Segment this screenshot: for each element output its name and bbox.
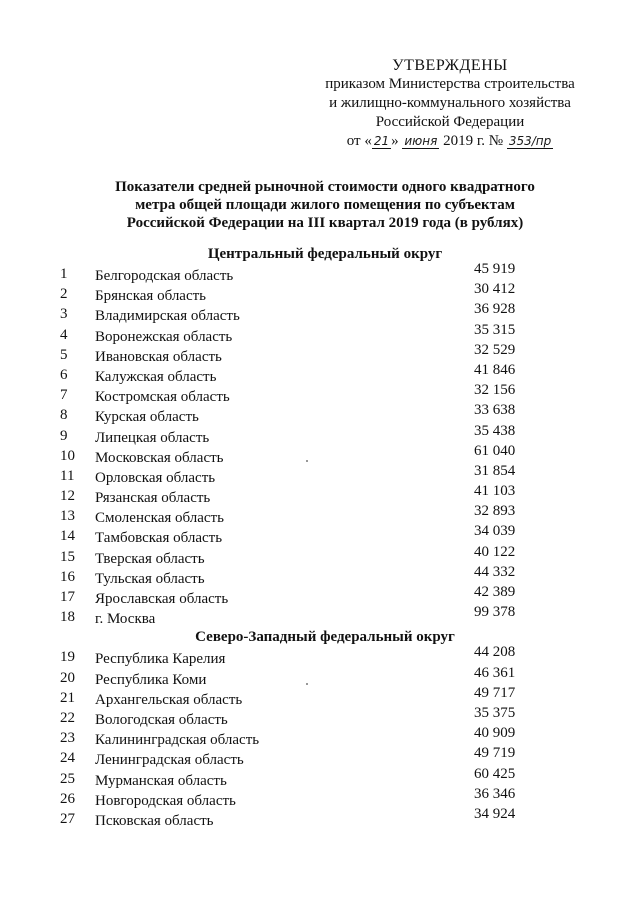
date-close: » [391,133,399,149]
scan-speck [306,460,308,462]
row-number: 6 [60,366,68,383]
row-number: 11 [60,467,75,484]
price-value: 34 924 [474,805,516,822]
region-name: Тульская область [95,570,205,587]
table-row [60,422,530,446]
region-name: Новгородская область [95,792,236,809]
price-value: 35 315 [474,321,516,338]
price-value: 40 909 [474,725,516,742]
table-row [60,361,530,385]
price-value: 40 122 [474,543,516,560]
region-name: Воронежская область [95,328,233,345]
scan-speck [306,683,308,685]
table-row [60,563,530,587]
price-value: 30 412 [474,281,516,298]
table-row [60,523,530,547]
title-line-2: метра общей площади жилого помещения по субъектам [135,197,515,213]
region-name: Тверская область [95,550,205,567]
table-row [60,503,530,527]
table-row [60,321,530,345]
approval-line-2: и жилищно-коммунального хозяйства [329,95,571,111]
price-value: 61 040 [474,442,516,459]
row-number: 1 [60,266,68,282]
price-value: 41 103 [474,483,516,500]
price-value: 41 846 [474,361,516,378]
row-number: 24 [60,750,75,767]
row-number: 16 [60,568,75,585]
price-value: 46 361 [474,664,516,681]
row-number: 17 [60,589,75,605]
row-number: 14 [60,528,75,545]
price-value: 33 638 [474,402,516,419]
row-number: 7 [60,387,68,404]
price-value: 45 919 [474,261,516,277]
title-line-1: Показатели средней рыночной стоимости одного квадратного [115,179,535,195]
table-row [60,483,530,507]
price-value: 49 717 [474,684,516,701]
price-value: 34 039 [474,523,516,540]
price-value: 35 375 [474,704,516,721]
row-number: 26 [60,790,75,807]
price-value: 42 389 [474,584,516,600]
price-value: 35 438 [474,422,516,439]
document-title [90,178,560,232]
district-heading: Северо-Западный федеральный округ [195,629,455,646]
row-number: 3 [60,306,68,323]
region-name: Белгородская область [95,268,234,284]
row-number: 12 [60,488,75,505]
region-name: Ивановская область [95,348,222,365]
region-name: Калужская область [95,368,217,385]
handwritten-day: 21 [373,134,390,148]
region-name: Ленинградская область [95,752,244,769]
table-row [60,261,530,284]
table-row [60,664,530,688]
table-row [60,745,530,769]
region-name: Республика Карелия [95,651,226,668]
region-name: Республика Коми [95,671,207,688]
table-row [60,604,530,628]
table-row [60,382,530,406]
row-number: 4 [60,326,68,343]
table-row [60,301,530,325]
price-value: 36 346 [474,785,516,802]
region-name: г. Москва [95,611,156,628]
table-row [60,341,530,365]
region-name: Ярославская область [95,591,229,607]
order-date-line [300,132,600,151]
row-number: 8 [60,407,68,424]
price-value: 44 332 [474,563,516,580]
price-value: 32 893 [474,503,516,520]
title-line-3: Российской Федерации на III квартал 2019 года (в рублях) [126,215,524,231]
table-row [60,725,530,749]
price-value: 49 719 [474,745,516,762]
row-number: 18 [60,609,75,626]
row-number: 2 [60,286,68,303]
table-row [60,281,530,305]
region-name: Липецкая область [95,429,210,446]
row-number: 21 [60,689,75,706]
price-value: 44 208 [474,644,516,661]
table-row [60,805,530,829]
region-name: Курская область [95,409,199,426]
table-row [60,462,530,486]
row-number: 22 [60,709,75,726]
table-row [60,644,530,668]
price-value: 60 425 [474,765,516,782]
region-name: Псковская область [95,812,214,829]
price-value: 32 156 [474,382,516,399]
table-row [60,402,530,426]
region-name: Калининградская область [95,732,260,749]
region-name: Вологодская область [95,711,228,728]
row-number: 20 [60,669,75,686]
table-row [60,442,530,466]
row-number: 23 [60,730,75,747]
price-table [60,244,530,829]
region-name: Рязанская область [95,490,211,507]
region-name: Архангельская область [95,691,243,708]
row-number: 10 [60,447,75,464]
price-value: 31 854 [474,462,516,479]
row-number: 15 [60,548,75,565]
table-row [60,584,530,607]
region-name: Костромская область [95,389,230,406]
region-name: Орловская область [95,469,216,486]
price-value: 32 529 [474,341,516,358]
row-number: 27 [60,810,75,827]
price-value: 36 928 [474,301,516,318]
handwritten-month: июня [404,134,438,148]
approval-line-1: приказом Министерства строительства [325,76,575,92]
region-name: Мурманская область [95,772,227,789]
table-row [60,684,530,708]
date-prefix: от « [346,133,372,149]
price-value: 99 378 [474,604,516,621]
table-row [60,785,530,809]
table-row [60,543,530,567]
row-number: 9 [60,427,68,444]
region-name: Тамбовская область [95,530,223,547]
region-name: Брянская область [95,288,207,305]
approval-heading: УТВЕРЖДЕНЫ [392,57,508,74]
row-number: 13 [60,508,75,525]
handwritten-order-number: 353/пр [508,134,552,148]
approval-block [300,56,600,151]
region-name: Московская область [95,449,224,466]
region-name: Смоленская область [95,510,224,527]
row-number: 25 [60,770,75,787]
row-number: 5 [60,346,68,363]
district-heading: Центральный федеральный округ [207,246,443,262]
region-name: Владимирская область [95,308,240,325]
row-number: 19 [60,649,75,666]
table-row [60,765,530,789]
year-text: 2019 г. № [443,133,504,149]
approval-line-3: Российской Федерации [375,114,525,130]
table-row [60,704,530,728]
